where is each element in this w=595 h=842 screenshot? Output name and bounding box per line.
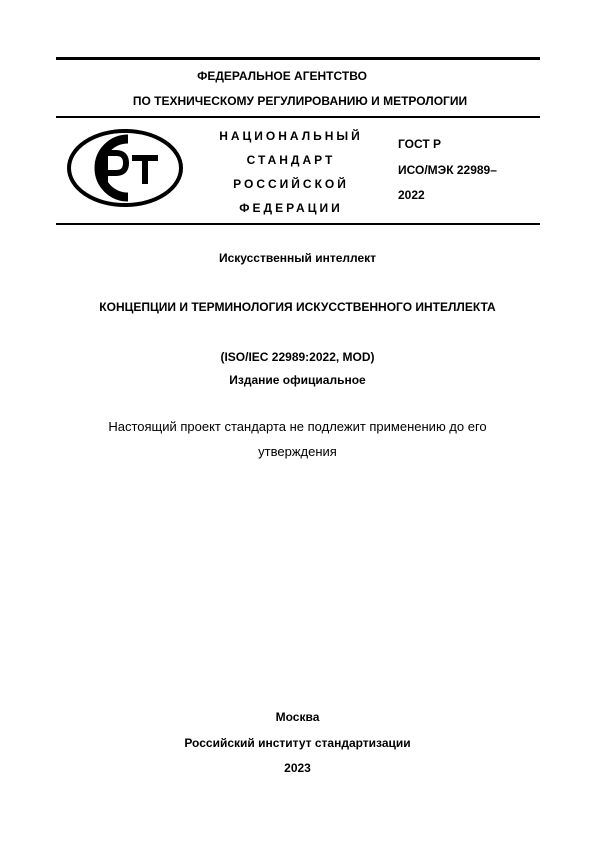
document-note-line-2: утверждения: [258, 444, 337, 459]
imprint-year: 2023: [284, 761, 311, 775]
national-standard-line-4: ФЕДЕРАЦИИ: [239, 201, 343, 215]
imprint-publisher: Российский институт стандартизации: [184, 736, 411, 750]
standard-code-line-2: ИСО/МЭК 22989–: [398, 163, 497, 177]
top-rule: [56, 57, 540, 60]
standard-code-line-3: 2022: [398, 188, 425, 202]
lower-rule: [56, 223, 540, 225]
imprint-city: Москва: [275, 710, 320, 724]
agency-line-1: ФЕДЕРАЛЬНОЕ АГЕНТСТВО: [197, 69, 367, 83]
document-edition: Издание официальное: [229, 373, 366, 387]
document-note-line-1: Настоящий проект стандарта не подлежит применению до его: [108, 419, 487, 434]
rst-certification-mark-icon: [66, 128, 184, 208]
standard-code-line-1: ГОСТ Р: [398, 137, 442, 151]
document-title: КОНЦЕПЦИИ И ТЕРМИНОЛОГИЯ ИСКУССТВЕННОГО ИНТЕЛЛЕКТА: [99, 300, 496, 314]
middle-rule: [56, 116, 540, 118]
agency-line-2: ПО ТЕХНИЧЕСКОМУ РЕГУЛИРОВАНИЮ И МЕТРОЛОГИИ: [132, 94, 468, 108]
document-reference: (ISO/IEC 22989:2022, MOD): [220, 350, 375, 364]
national-standard-line-2: СТАНДАРТ: [246, 153, 336, 167]
national-standard-line-1: НАЦИОНАЛЬНЫЙ: [219, 129, 363, 143]
national-standard-line-3: РОССИЙСКОЙ: [233, 177, 349, 191]
document-series: Искусственный интеллект: [218, 251, 377, 265]
